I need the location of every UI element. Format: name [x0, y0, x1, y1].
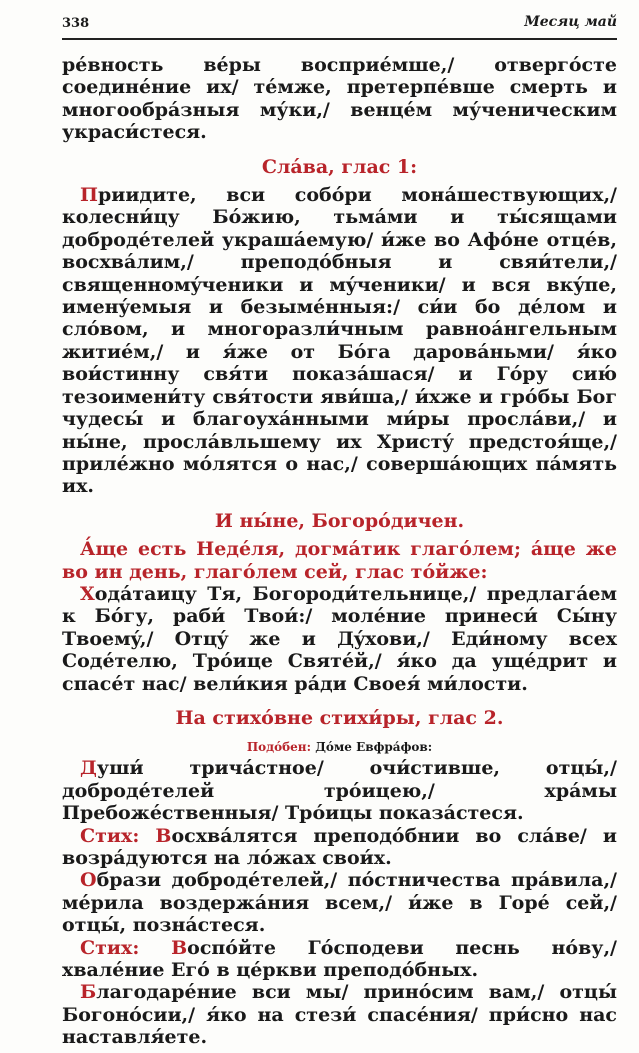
- drop-letter: Х: [80, 582, 95, 605]
- stichera-3: [62, 981, 617, 1048]
- verse-label: Стих:: [80, 936, 140, 959]
- slava-heading: Сла́ва, глас 1:: [261, 155, 418, 178]
- verse-label: Стих:: [80, 824, 140, 847]
- continuation-paragraph: ре́вность ве́ры восприе́мше,/ отвергóсте соедине́ние их/ те́мже, претерпе́вше смерть и многообра́зныя му́ки,/ венце́м му́ченическим украси́стеся.: [62, 54, 617, 144]
- drop-letter: Д: [80, 757, 97, 780]
- drop-letter: В: [155, 824, 172, 847]
- drop-letter: В: [171, 936, 188, 959]
- theotokion-paragraph: [62, 583, 617, 695]
- podoben-text: Дóме Евфра́фов:: [315, 740, 433, 755]
- theotokion-text: ода́таицу Тя, Богороди́тельнице,/ предлага́ем к Бóгу, раби́ Твои́:/ молéние принеси́ Сы́ну Твоемý,/ Отцý же и Дýхови,/ Еди́ному всех Содéтелю, Трóице Святéй,/ я́ко да ущéдрит и спасéт нас/ вели́кия ра́ди Своея́ ми́лости.: [62, 582, 617, 695]
- drop-letter: О: [80, 869, 97, 892]
- podoben-line: [62, 739, 617, 755]
- drop-letter: П: [80, 184, 98, 207]
- drop-letter: Б: [80, 981, 97, 1004]
- page-content: [62, 54, 617, 1049]
- stichera-3-text: лагодарéние вси мы/ прино́сим вам,/ отцы́ Богонóсии,/ я́ко на стези́ спасéния/ при́сно нас наставля́ете.: [62, 981, 617, 1049]
- verse-2: [62, 937, 617, 982]
- i-nyne-heading: И ны́не, Богорóдичен.: [214, 509, 465, 532]
- stikhovne-heading: На стихóвне стихи́ры, глас 2.: [175, 706, 504, 729]
- slava-paragraph: [62, 184, 617, 498]
- page-header: [62, 10, 617, 40]
- stichera-1-text: уши́ трича́стное/ очи́стивше, отцы́,/ добродéтелей трóицею,/ хра́мы Пребожéственныя/ Трóицы показа́стеся.: [62, 757, 617, 825]
- rubric-instruction: А́ще есть Неде́ля, догма́тик глагóлем; а́ще же во ин день, глагóлем сей, глас тóйже:: [62, 538, 617, 583]
- verse-1: [62, 825, 617, 870]
- stichera-2: [62, 869, 617, 936]
- verse-1-text: осхва́лятся преподóбнии во сла́ве/ и возра́дуются на лóжах свои́х.: [62, 824, 617, 869]
- podoben-label: Подóбен:: [246, 740, 312, 755]
- verse-2-text: оспóйте Гóсподеви песнь нóву,/ хвалéние Егó в цéркви преподóбных.: [62, 936, 617, 982]
- stichera-1: [62, 757, 617, 824]
- page-number: 338: [62, 16, 90, 31]
- slava-text: риидите, вси собóри мона́шествующих,/ колесни́цу Бóжию, тьма́ми и ты́сящами добродéтелей украша́емую/ и́же во Афóне отцéв, восхва́лим,/ преподóбныя и свяи́тели,/ священномýченики и мýченики/ и вся вкýпе, именýемыя и безымéнныя:/ си́и бо дéлом и слóвом, и многоразли́чным равноа́нгельным житиéм,/ и я́же от Бóга дарова́ньми/ я́ко вои́стинну свя́ти показа́шася/ и Гóру сию́ тезоимени́ту свя́тости яви́ша,/ и́хже и грóбы Бог чудесы́ и благоуха́нными ми́ры просла́ви,/ и ны́не, просла́вльшему их Христý предстоя́ще,/ приле́жно мóлятся о нас,/ соверша́ющих па́мять их.: [62, 184, 617, 498]
- stichera-2-text: брази добродéтелей,/ пóстничества пра́вила,/ ме́рила воздержа́ния всем,/ и́же в Горé сей,/ отцы́, позна́стеся.: [62, 869, 617, 937]
- running-title: Месяц май: [524, 14, 617, 30]
